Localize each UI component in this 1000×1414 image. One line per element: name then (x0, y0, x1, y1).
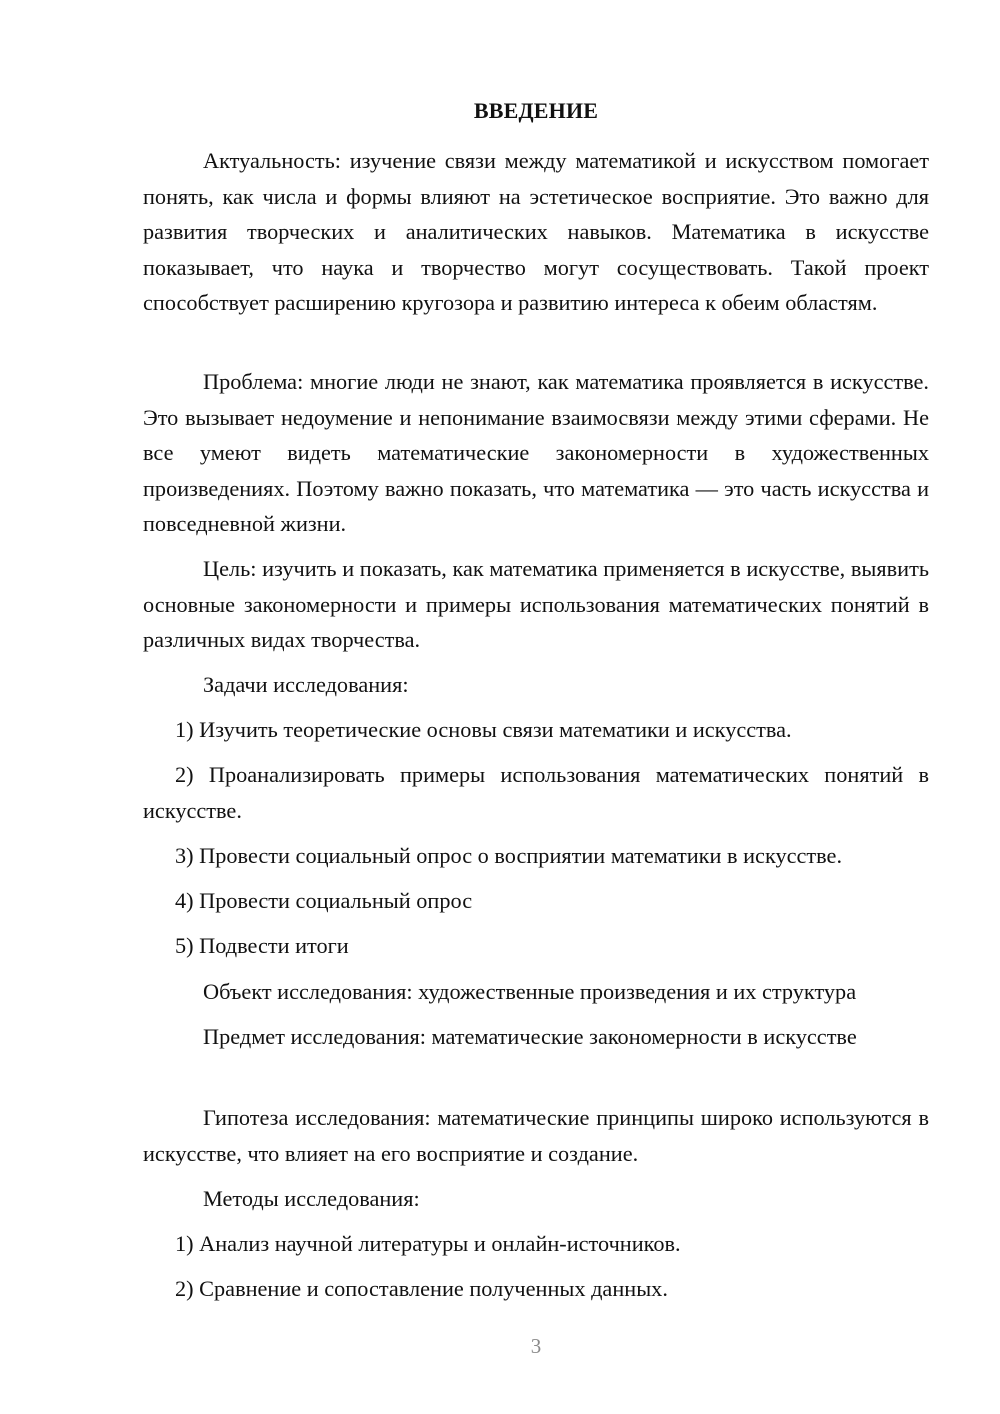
problem-paragraph: Проблема: многие люди не знают, как математика проявляется в искусстве. Это вызывает недоумение и непонимание взаимосвязи между этими сферами. Не все умеют видеть математические закономерности в художественных произведениях. Поэтому важно показать, что математика — это часть искусства и повседневной жизни. (143, 369, 929, 536)
task-item-2: 2) Проанализировать примеры использования математических понятий в искусстве. (143, 762, 929, 823)
method-item-2: 2) Сравнение и сопоставление полученных данных. (175, 1276, 668, 1301)
task-item-4: 4) Провести социальный опрос (175, 888, 473, 913)
goal-paragraph: Цель: изучить и показать, как математика применяется в искусстве, выявить основные закономерности и примеры использования математических понятий в различных видах творчества. (143, 556, 929, 652)
method-item-1: 1) Анализ научной литературы и онлайн-источников. (175, 1231, 681, 1256)
object-paragraph: Объект исследования: художественные произведения и их структура (203, 979, 857, 1004)
task-item-1: 1) Изучить теоретические основы связи математики и искусства. (175, 717, 792, 742)
task-item-5: 5) Подвести итоги (175, 933, 349, 958)
tasks-heading: Задачи исследования: (203, 672, 409, 697)
section-heading: ВВЕДЕНИЕ (473, 98, 599, 123)
relevance-paragraph: Актуальность: изучение связи между математикой и искусством помогает понять, как числа и формы влияют на эстетическое восприятие. Это важно для развития творческих и аналитических навыков. Математика в искусстве показывает, что наука и творчество могут сосуществовать. Такой проект способствует расширению кругозора и развитию интереса к обеим областям. (143, 148, 929, 315)
hypothesis-paragraph: Гипотеза исследования: математические принципы широко используются в искусстве, что влияет на его восприятие и создание. (143, 1105, 929, 1166)
subject-paragraph: Предмет исследования: математические закономерности в искусстве (203, 1024, 857, 1049)
task-item-3: 3) Провести социальный опрос о восприятии математики в искусстве. (175, 843, 843, 868)
page-number: 3 (530, 1334, 542, 1358)
methods-heading: Методы исследования: (203, 1186, 420, 1211)
